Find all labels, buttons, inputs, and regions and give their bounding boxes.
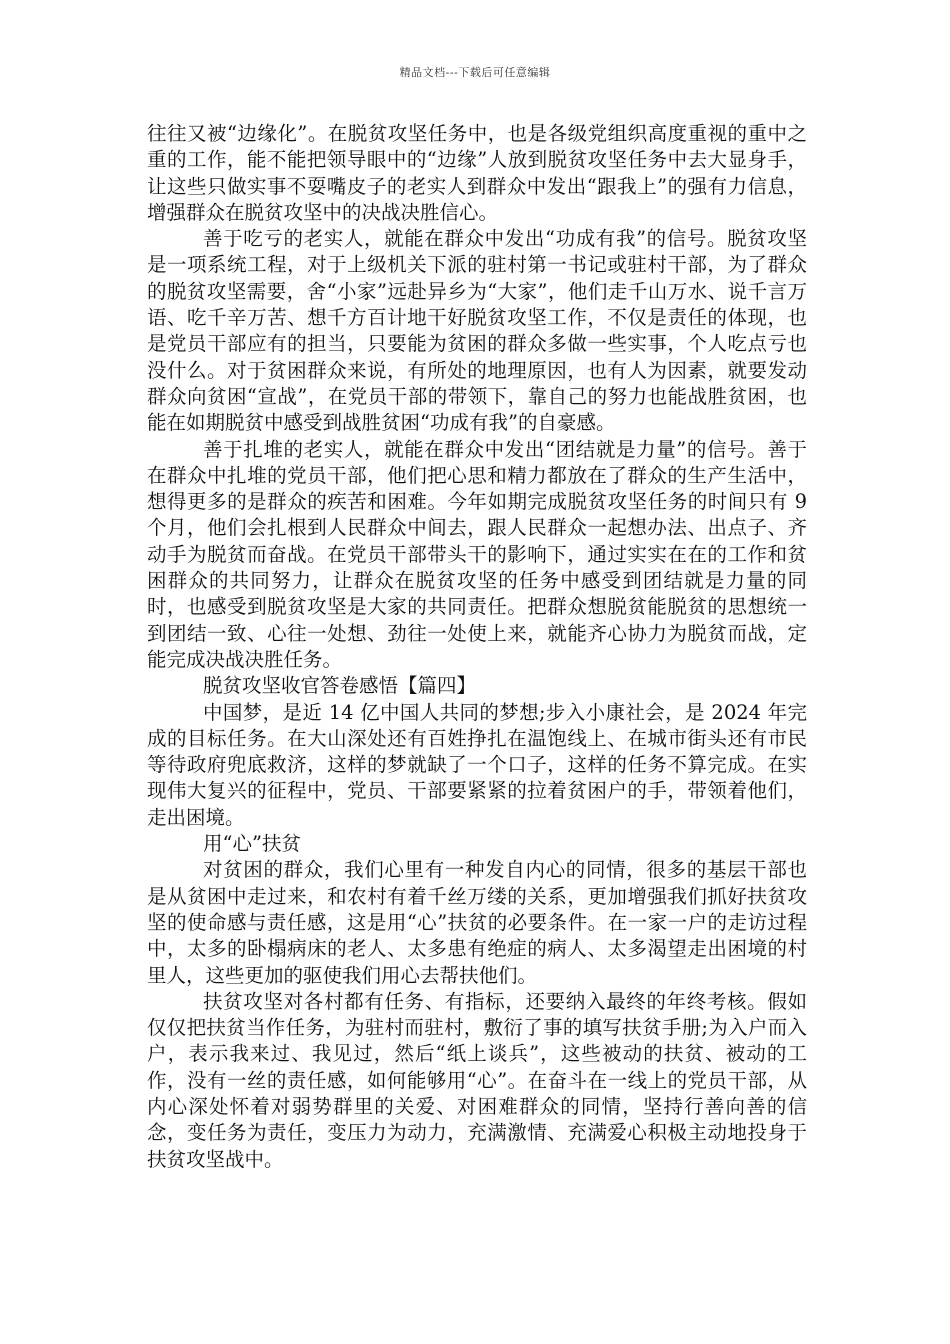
document-body [147, 121, 807, 1173]
paragraph: 善于吃亏的老实人，就能在群众中发出“功成有我”的信号。脱贫攻坚是一项系统工程，对于上级机关下派的驻村第一书记或驻村干部，为了群众的脱贫攻坚需要，舍“小家”远赴异乡为“大家”，他们走千山万水、说千言万语、吃千辛万苦、想千方百计地干好脱贫攻坚工作，不仅是责任的体现，也是党员干部应有的担当，只要能为贫困的群众多做一些实事，个人吃点亏也没什么。对于贫困群众来说，有所处的地理原因，也有人为因素，就要发动群众向贫困“宣战”，在党员干部的带领下，靠自己的努力也能战胜贫困，也能在如期脱贫中感受到战胜贫困“功成有我”的自豪感。 [147, 227, 807, 435]
paragraph: 扶贫攻坚对各村都有任务、有指标，还要纳入最终的年终考核。假如仅仅把扶贫当作任务，为驻村而驻村，敷衍了事的填写扶贫手册;为入户而入户，表示我来过、我见过，然后“纸上谈兵”，这些被动的扶贫、被动的工作，没有一丝的责任感，如何能够用“心”。在奋斗在一线上的党员干部，从内心深处怀着对弱势群里的关爱、对困难群众的同情，坚持行善向善的信念，变任务为责任，变压力为动力，充满激情、充满爱心积极主动地投身于扶贫攻坚战中。 [147, 989, 807, 1171]
paragraph: 往往又被“边缘化”。在脱贫攻坚任务中，也是各级党组织高度重视的重中之重的工作，能不能把领导眼中的“边缘”人放到脱贫攻坚任务中去大显身手，让这些只做实事不耍嘴皮子的老实人到群众中发出“跟我上”的强有力信息，增强群众在脱贫攻坚中的决战决胜信心。 [147, 122, 807, 224]
page-header: 精品文档---下载后可任意编辑 [399, 66, 551, 79]
paragraph: 对贫困的群众，我们心里有一种发自内心的同情，很多的基层干部也是从贫困中走过来，和农村有着千丝万缕的关系，更加增强我们抓好扶贫攻坚的使命感与责任感，这是用“心”扶贫的必要条件。在一家一户的走访过程中，太多的卧榻病床的老人、太多患有绝症的病人、太多渴望走出困境的村里人，这些更加的驱使我们用心去帮扶他们。 [147, 858, 807, 987]
section-heading: 脱贫攻坚收官答卷感悟【篇四】 [203, 674, 477, 698]
paragraph: 善于扎堆的老实人，就能在群众中发出“团结就是力量”的信号。善于在群众中扎堆的党员干部，他们把心思和精力都放在了群众的生产生活中，想得更多的是群众的疾苦和困难。今年如期完成脱贫攻坚任务的时间只有 9 个月，他们会扎根到人民群众中间去，跟人民群众一起想办法、出点子、齐动手为脱贫而奋战。在党员干部带头干的影响下，通过实实在在的工作和贫困群众的共同努力，让群众在脱贫攻坚的任务中感受到团结就是力量的同时，也感受到脱贫攻坚是大家的共同责任。把群众想脱贫能脱贫的思想统一到团结一致、心往一处想、劲往一处使上来，就能齐心协力为脱贫而战，定能完成决战决胜任务。 [147, 437, 807, 671]
paragraph: 中国梦，是近 14 亿中国人共同的梦想;步入小康社会，是 2024 年完成的目标任务。在大山深处还有百姓挣扎在温饱线上、在城市街头还有市民等待政府兜底救济，这样的梦就缺了一个口子，这样的任务不算完成。在实现伟大复兴的征程中，党员、干部要紧紧的拉着贫困户的手，带领着他们，走出困境。 [147, 700, 807, 829]
subsection-heading: 用“心”扶贫 [203, 832, 301, 856]
